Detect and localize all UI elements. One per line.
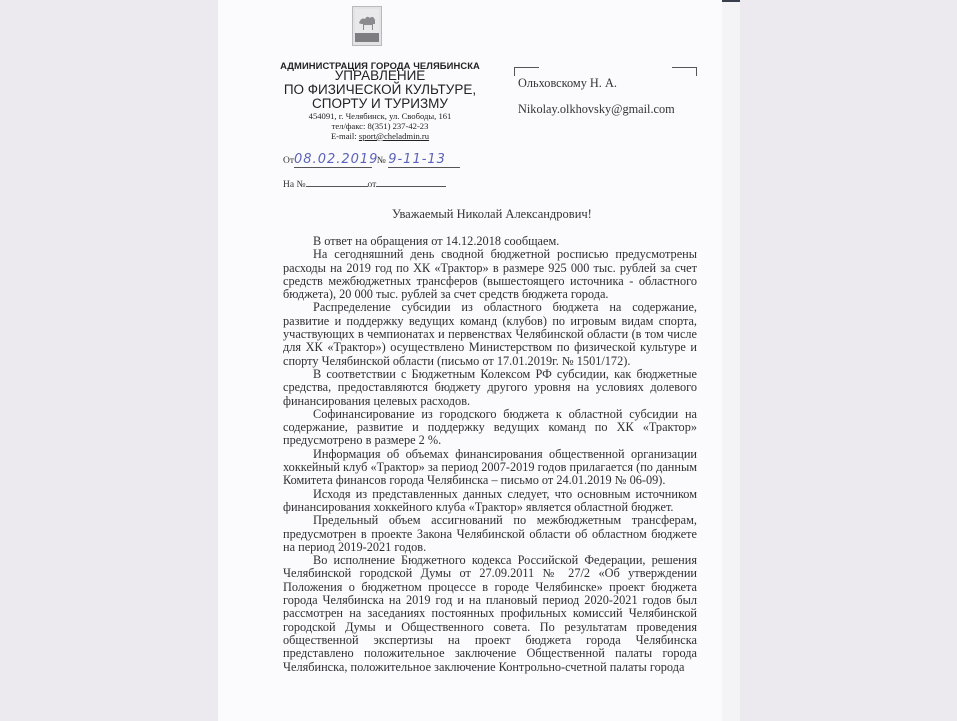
address: 454091, г. Челябинск, ул. Свободы, 161: [308, 111, 452, 121]
recipient-email: Nikolay.olkhovsky@gmail.com: [518, 102, 675, 116]
department-line: СПОРТУ И ТУРИЗМУ: [312, 96, 448, 112]
email-line: [270, 132, 490, 142]
paragraph: Софинансирование из городского бюджета к областной субсидии на содержание, развитие и поддержку ведущих команд по ХК «Трактор» предусмотрено в размере 2 %.: [283, 406, 697, 448]
scan-edge-mark: [722, 0, 740, 2]
reply-date: [376, 186, 446, 187]
paragraph: В соответствии с Бюджетным Колексом РФ субсидии, как бюджетные средства, предоставляются бюджету другого уровня на условиях долевого финансирования целевых расходов.: [283, 366, 697, 408]
address-bracket-right: [672, 67, 697, 76]
outgoing-registration: [283, 152, 460, 168]
paragraph: На сегодняшний день сводной бюджетной росписью предусмотрены расходы на 2019 год по ХК «Трактор» в размере 925 000 тыс. рублей за счет средств межбюджетных трансферов (вышестоящего источника - областного бюджета), 20 000 тыс. рублей за счет средств бюджета города.: [283, 247, 697, 302]
from-label: От: [283, 156, 295, 166]
organization-name: АДМИНИСТРАЦИЯ ГОРОДА ЧЕЛЯБИНСКА: [280, 60, 480, 71]
number-label: №: [376, 156, 386, 166]
outgoing-number: 9-11-13: [388, 152, 446, 167]
paragraph: Предельный объем ассигнований по межбюджетным трансферам, предусмотрен в проекте Закона Челябинской области об областном бюджете на период 2019-2021 годов.: [283, 513, 697, 554]
reply-number: [306, 186, 368, 187]
paragraph: Распределение субсидии из областного бюджета на содержание, развитие и поддержку ведущих команд (клубов) по игровым видам спорта, участвующих в чемпионатах и первенствах Челябинской области (в том числе для ХК «Трактор») осуществлено Министерством по физической культуре и спорту Челябинской области (письмо от 17.01.2019г. № 1501/172).: [283, 300, 697, 368]
department-line: ПО ФИЗИЧЕСКОЙ КУЛЬТУРЕ,: [283, 82, 477, 98]
paragraph: Во исполнение Бюджетного кодекса Российской Федерации, решения Челябинской городской Думы от 27.09.2011 № 27/2 «Об утверждении Положения о бюджетном процессе в городе Челябинске» проект бюджета города Челябинска на 2019 год и на плановый период 2020-2021 годов был рассмотрен на заседаниях постоянных профильных комиссий Челябинской городской Думы и Общественного совета. По результатам проведения общественной экспертизы на проект бюджета города Челябинска представлено положительное заключение Общественной палаты города Челябинска, положительное заключение Контрольно-счетной палаты города: [283, 553, 697, 674]
reply-label: На №: [283, 180, 306, 190]
email-label: E-mail:: [330, 130, 359, 141]
department-name: [270, 69, 490, 112]
reply-registration: [283, 180, 446, 190]
phone: тел/факс: 8(351) 237-42-23: [331, 120, 429, 131]
scan-edge-strip: [722, 0, 740, 721]
reply-from-label: от: [367, 180, 377, 190]
salutation: Уважаемый Николай Александрович!: [392, 207, 592, 221]
department-line: УПРАВЛЕНИЕ: [334, 68, 426, 83]
outgoing-date: 08.02.2019: [294, 152, 379, 167]
paragraph: В ответ на обращения от 14.12.2018 сообщаем.: [313, 234, 560, 248]
paragraph: Исходя из представленных данных следует, что основным источником финансирования хоккейного клуба «Трактор» является областной бюджет.: [283, 486, 697, 514]
email-link[interactable]: sport@cheladmin.ru: [358, 130, 430, 141]
address-bracket-left: [514, 67, 539, 76]
letter-body: [283, 235, 697, 674]
recipient-name: Ольховскому Н. А.: [518, 76, 617, 90]
paragraph: Информация об объемах финансирования общественной организации хоккейный клуб «Трактор» за период 2007-2019 годов прилагается (по данным Комитета финансов города Челябинска – письмо от 24.01.2019 № 06-09).: [283, 446, 697, 488]
coat-of-arms-icon: [352, 6, 382, 46]
contact-block: [270, 112, 490, 141]
